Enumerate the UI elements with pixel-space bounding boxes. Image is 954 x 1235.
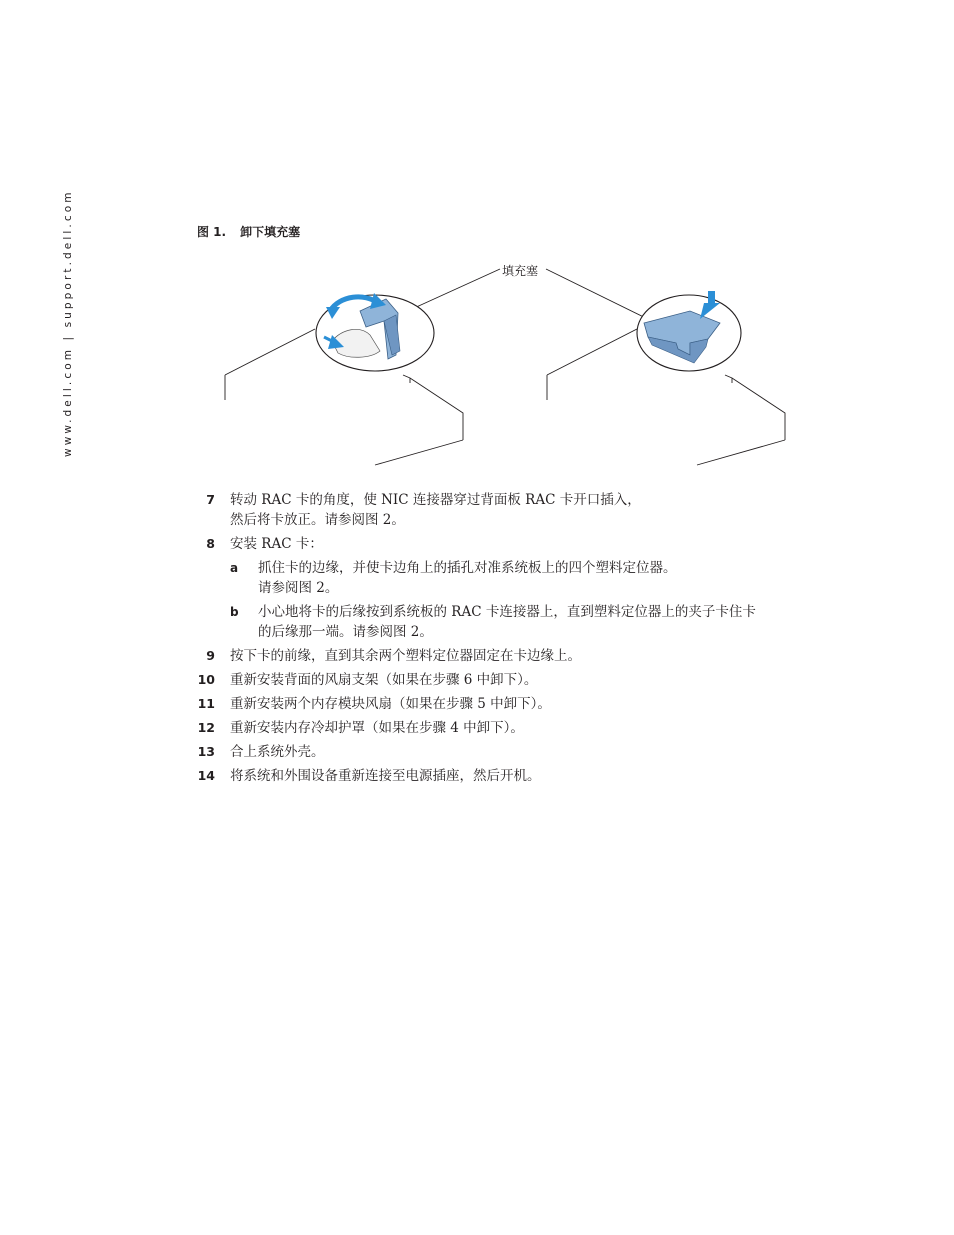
substep-letter: b bbox=[230, 605, 239, 619]
substep-b bbox=[230, 602, 837, 642]
step-8 bbox=[197, 534, 837, 642]
step-14 bbox=[197, 766, 837, 786]
step-text: 重新安装背面的风扇支架（如果在步骤 6 中卸下）。 bbox=[230, 672, 538, 688]
substep-text: 的后缘那一端。请参阅图 2。 bbox=[258, 624, 433, 640]
instruction-steps bbox=[197, 490, 837, 790]
step-text: 合上系统外壳。 bbox=[230, 744, 325, 760]
step-11 bbox=[197, 694, 837, 714]
step-9 bbox=[197, 646, 837, 666]
substep-list bbox=[230, 558, 837, 642]
filler-callout-label: 填充塞 bbox=[502, 264, 539, 278]
step-number: 13 bbox=[197, 744, 215, 759]
substep-text: 请参阅图 2。 bbox=[258, 580, 339, 596]
substep-letter: a bbox=[230, 561, 239, 575]
step-text: 重新安装两个内存模块风扇（如果在步骤 5 中卸下）。 bbox=[230, 696, 551, 712]
figure-illustration bbox=[220, 255, 800, 470]
step-13 bbox=[197, 742, 837, 762]
step-number: 10 bbox=[197, 672, 215, 687]
substep-a bbox=[230, 558, 837, 598]
step-number: 7 bbox=[206, 492, 215, 507]
left-zoom-detail bbox=[316, 293, 434, 371]
substep-text: 抓住卡的边缘，并使卡边角上的插孔对准系统板上的四个塑料定位器。 bbox=[258, 560, 677, 576]
sidebar-url: www.dell.com | support.dell.com bbox=[62, 189, 74, 457]
substep-text: 小心地将卡的后缘按到系统板的 RAC 卡连接器上，直到塑料定位器上的夹子卡住卡 bbox=[258, 604, 756, 620]
step-number: 14 bbox=[197, 768, 215, 783]
figure-title: 卸下填充塞 bbox=[240, 225, 301, 239]
step-10 bbox=[197, 670, 837, 690]
right-zoom-detail bbox=[637, 291, 741, 371]
step-text: 按下卡的前缘，直到其余两个塑料定位器固定在卡边缘上。 bbox=[230, 648, 581, 664]
step-text: 安装 RAC 卡： bbox=[230, 536, 323, 552]
push-arrow-icon bbox=[708, 291, 715, 305]
step-text: 然后将卡放正。请参阅图 2。 bbox=[230, 512, 405, 528]
step-7 bbox=[197, 490, 837, 530]
figure-number: 图 1. bbox=[197, 225, 227, 239]
step-number: 8 bbox=[206, 536, 215, 551]
step-12 bbox=[197, 718, 837, 738]
filler-removal-diagram bbox=[220, 255, 800, 470]
step-text: 重新安装内存冷却护罩（如果在步骤 4 中卸下）。 bbox=[230, 720, 524, 736]
step-text: 转动 RAC 卡的角度，使 NIC 连接器穿过背面板 RAC 卡开口插入， bbox=[230, 492, 641, 508]
step-number: 9 bbox=[206, 648, 215, 663]
step-text: 将系统和外围设备重新连接至电源插座，然后开机。 bbox=[230, 768, 541, 784]
step-number: 11 bbox=[197, 696, 215, 711]
figure-caption bbox=[197, 223, 300, 240]
step-number: 12 bbox=[197, 720, 215, 735]
